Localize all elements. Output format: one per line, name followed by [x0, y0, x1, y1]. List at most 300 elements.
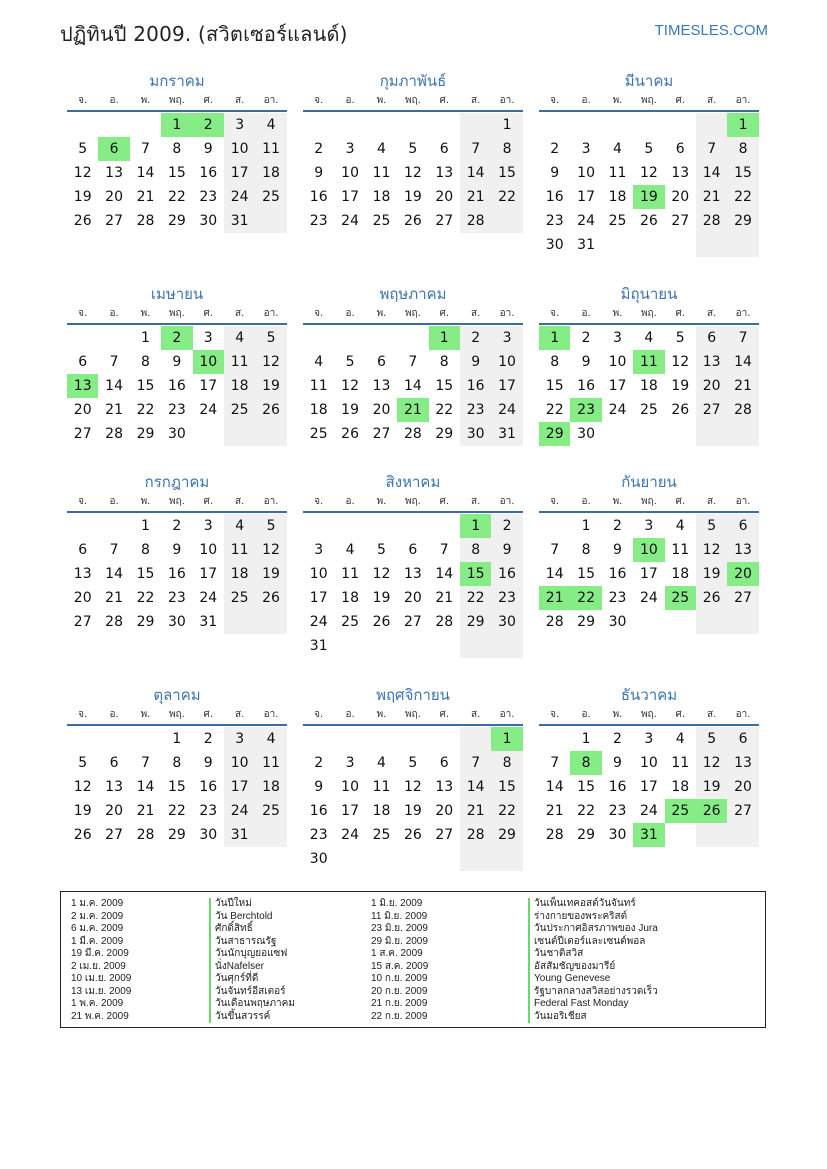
day-cell: 13 [435, 165, 454, 181]
weekday-label: ส. [471, 308, 481, 319]
day-cell: 20 [372, 402, 391, 418]
day-cell: 18 [608, 189, 627, 205]
weekday-label: อ. [581, 496, 591, 507]
holiday-day-cell: 25 [665, 586, 696, 610]
day-cell: 17 [199, 566, 218, 582]
day-cell: 5 [78, 141, 88, 157]
month-name: พฤษภาคม [379, 285, 447, 303]
day-cell: 22 [167, 803, 186, 819]
empty-cell [397, 847, 428, 871]
day-cell: 9 [550, 165, 560, 181]
weekday-label: พฤ. [404, 95, 421, 106]
day-cell: 12 [73, 165, 92, 181]
weekday-label: ศ. [675, 308, 686, 319]
empty-cell [366, 634, 397, 658]
weekday-label: อา. [499, 95, 515, 106]
month-name: กันยายน [621, 473, 677, 491]
day-cell: 2 [581, 330, 591, 346]
holiday-day-cell: 31 [633, 823, 664, 847]
day-cell: 5 [255, 514, 286, 538]
holiday-day-cell: 22 [570, 586, 601, 610]
day-cell: 4 [377, 755, 386, 771]
day-cell: 18 [639, 378, 658, 394]
day-cell: 29 [577, 614, 595, 630]
day-cell: 17 [199, 378, 218, 394]
day-cell: 30 [309, 851, 328, 867]
day-cell: 11 [255, 137, 286, 161]
empty-cell [429, 727, 460, 751]
day-cell: 30 [545, 237, 564, 253]
day-cell: 14 [460, 775, 491, 799]
day-cell: 27 [73, 614, 92, 630]
weekday-label: ส. [707, 496, 717, 507]
day-cell: 12 [696, 751, 727, 775]
holiday-name: วันนักบุญยอแซฟ [209, 948, 295, 961]
day-cell: 10 [577, 165, 595, 181]
empty-cell [696, 113, 727, 137]
weekday-label: พ. [612, 709, 623, 720]
empty-cell [727, 422, 758, 446]
weekday-label: อ. [581, 95, 591, 106]
empty-cell [460, 727, 491, 751]
day-cell: 19 [696, 562, 727, 586]
weekday-label: อ. [345, 709, 355, 720]
weekday-label: จ. [550, 709, 560, 720]
day-cell: 22 [136, 402, 155, 418]
holiday-day-cell: 23 [570, 398, 601, 422]
weekday-header [67, 493, 287, 513]
holiday-name: ศักดิ์สิทธิ์ [209, 923, 295, 936]
day-cell: 2 [613, 518, 622, 534]
weekday-label: อา. [499, 308, 515, 319]
day-cell: 1 [581, 731, 591, 747]
day-cell: 24 [577, 213, 595, 229]
day-cell: 29 [491, 823, 522, 847]
day-grid [539, 113, 759, 257]
day-cell: 22 [136, 590, 155, 606]
day-cell: 24 [639, 590, 658, 606]
holiday-names-col-1 [209, 898, 295, 1023]
day-cell: 26 [255, 586, 286, 610]
day-cell: 29 [167, 827, 186, 843]
holiday-date: 11 มิ.ย. 2009 [371, 910, 428, 922]
day-cell: 2 [314, 141, 324, 157]
day-cell: 22 [491, 799, 522, 823]
day-cell: 11 [372, 165, 391, 181]
day-cell: 21 [105, 590, 123, 606]
weekday-label: พ. [612, 308, 623, 319]
weekday-header [303, 706, 523, 726]
empty-cell [491, 847, 522, 871]
holiday-day-cell: 15 [460, 562, 491, 586]
month-name: ตุลาคม [153, 686, 201, 704]
day-cell: 13 [105, 165, 123, 181]
day-cell: 1 [141, 330, 150, 346]
day-cell: 26 [696, 586, 727, 610]
day-cell: 9 [203, 141, 213, 157]
holiday-day-cell: 10 [633, 538, 664, 562]
day-cell: 10 [224, 137, 255, 161]
weekday-label: อ. [581, 308, 591, 319]
empty-cell [460, 634, 491, 658]
day-cell: 30 [460, 422, 491, 446]
brand-link[interactable]: TIMESLES.COM [654, 22, 768, 39]
weekday-label: พฤ. [640, 308, 657, 319]
holiday-name: รัฐบาลกลางสวิสอย่างรวดเร็ว [528, 986, 658, 999]
day-cell: 4 [675, 518, 685, 534]
weekday-header [539, 493, 759, 513]
empty-cell [193, 422, 224, 446]
day-cell: 10 [341, 165, 359, 181]
weekday-label: ศ. [203, 95, 214, 106]
day-cell: 25 [639, 402, 658, 418]
day-cell: 20 [105, 189, 123, 205]
day-cell: 13 [727, 751, 758, 775]
weekday-label: อ. [109, 308, 119, 319]
day-cell: 4 [345, 542, 355, 558]
day-cell: 7 [550, 755, 560, 771]
day-cell: 2 [491, 514, 522, 538]
empty-cell [633, 113, 664, 137]
day-cell: 3 [224, 727, 255, 751]
weekday-label: อา. [499, 496, 515, 507]
weekday-label: ส. [707, 95, 717, 106]
day-cell: 9 [460, 350, 491, 374]
day-cell: 21 [105, 402, 123, 418]
day-cell: 25 [255, 185, 286, 209]
day-cell: 4 [224, 326, 255, 350]
day-cell: 19 [255, 562, 286, 586]
holiday-day-cell: 19 [633, 185, 664, 209]
weekday-label: พ. [376, 709, 387, 720]
empty-cell [665, 422, 696, 446]
weekday-header [303, 305, 523, 325]
holiday-date: 23 มิ.ย. 2009 [371, 923, 428, 934]
weekday-label: พฤ. [404, 709, 421, 720]
weekday-label: ส. [235, 496, 245, 507]
holiday-date: 1 ม.ค. 2009 [71, 898, 124, 909]
weekday-label: ส. [471, 496, 481, 507]
weekday-label: พฤ. [404, 308, 421, 319]
day-cell: 24 [341, 827, 359, 843]
holiday-day-cell: 20 [727, 562, 758, 586]
day-cell: 8 [141, 542, 150, 558]
weekday-label: อ. [109, 709, 119, 720]
empty-cell [334, 634, 365, 658]
day-cell: 28 [727, 398, 758, 422]
day-cell: 16 [167, 566, 186, 582]
day-cell: 11 [608, 165, 627, 181]
weekday-label: จ. [78, 709, 88, 720]
weekday-label: จ. [314, 709, 324, 720]
weekday-label: อา. [735, 308, 751, 319]
day-cell: 14 [696, 161, 727, 185]
day-cell: 20 [671, 189, 690, 205]
empty-cell [539, 514, 570, 538]
day-cell: 13 [671, 165, 690, 181]
day-cell: 6 [78, 542, 88, 558]
day-cell: 15 [136, 378, 155, 394]
day-cell: 25 [309, 426, 328, 442]
day-cell: 22 [460, 586, 491, 610]
day-cell: 3 [345, 141, 355, 157]
day-cell: 13 [696, 350, 727, 374]
day-cell: 5 [255, 326, 286, 350]
holiday-day-cell: 8 [570, 751, 601, 775]
empty-cell [67, 514, 98, 538]
weekday-label: อา. [735, 709, 751, 720]
day-cell: 16 [460, 374, 491, 398]
day-cell: 9 [613, 755, 622, 771]
day-grid [303, 326, 523, 446]
day-cell: 20 [403, 590, 422, 606]
month-block [67, 684, 287, 847]
holiday-date: 20 ก.ย. 2009 [371, 985, 428, 997]
day-cell: 28 [435, 614, 454, 630]
day-cell: 18 [372, 803, 391, 819]
empty-cell [130, 113, 161, 137]
holiday-name: วันชาติสวิส [528, 948, 658, 961]
empty-cell [224, 422, 255, 446]
day-cell: 7 [460, 137, 491, 161]
day-cell: 11 [224, 538, 255, 562]
weekday-label: ส. [707, 308, 717, 319]
day-cell: 11 [309, 378, 328, 394]
month-block [303, 70, 523, 233]
day-cell: 3 [345, 755, 355, 771]
weekday-label: ศ. [203, 308, 214, 319]
empty-cell [429, 113, 460, 137]
day-cell: 7 [550, 542, 560, 558]
day-cell: 5 [696, 514, 727, 538]
day-cell: 24 [199, 402, 218, 418]
weekday-header [303, 92, 523, 112]
day-cell: 21 [696, 185, 727, 209]
day-cell: 24 [199, 590, 218, 606]
day-cell: 25 [341, 614, 359, 630]
day-cell: 7 [109, 542, 119, 558]
day-cell: 7 [439, 542, 449, 558]
empty-cell [255, 422, 286, 446]
day-cell: 25 [372, 213, 391, 229]
empty-cell [397, 727, 428, 751]
day-cell: 14 [105, 378, 123, 394]
holiday-name: อัสสัมชัญของมารีย์ [528, 961, 658, 974]
day-cell: 27 [372, 426, 391, 442]
day-cell: 27 [105, 827, 123, 843]
day-cell: 31 [577, 237, 595, 253]
holiday-name: Young Genevese [528, 973, 658, 986]
day-cell: 30 [608, 614, 627, 630]
day-cell: 17 [224, 775, 255, 799]
empty-cell [98, 113, 129, 137]
weekday-header [539, 92, 759, 112]
day-cell: 19 [73, 803, 92, 819]
day-cell: 3 [203, 518, 213, 534]
day-cell: 27 [727, 799, 758, 823]
holiday-day-cell: 1 [429, 326, 460, 350]
holiday-day-cell: 1 [727, 113, 758, 137]
page-title: ปฏิทินปี 2009. (สวิตเซอร์แลนด์) [60, 22, 348, 46]
empty-cell [334, 727, 365, 751]
day-cell: 8 [172, 141, 182, 157]
empty-cell [303, 113, 334, 137]
day-cell: 7 [727, 326, 758, 350]
day-cell: 23 [309, 827, 328, 843]
day-cell: 5 [408, 141, 418, 157]
day-cell: 13 [727, 538, 758, 562]
day-cell: 14 [460, 161, 491, 185]
empty-cell [67, 326, 98, 350]
holiday-name: วัน Berchtold [209, 911, 295, 924]
weekday-header [67, 92, 287, 112]
day-cell: 23 [199, 803, 218, 819]
day-cell: 3 [613, 330, 622, 346]
day-cell: 27 [403, 614, 422, 630]
day-cell: 28 [696, 209, 727, 233]
weekday-label: อา. [735, 95, 751, 106]
holiday-day-cell: 11 [633, 350, 664, 374]
day-cell: 5 [78, 755, 88, 771]
empty-cell [397, 113, 428, 137]
day-cell: 17 [577, 189, 595, 205]
month-block [303, 684, 523, 871]
day-cell: 11 [671, 755, 690, 771]
day-cell: 9 [491, 538, 522, 562]
weekday-label: อ. [581, 709, 591, 720]
weekday-label: พฤ. [640, 496, 657, 507]
weekday-label: ส. [707, 709, 717, 720]
day-cell: 28 [545, 827, 564, 843]
weekday-label: ส. [235, 95, 245, 106]
day-cell: 19 [671, 378, 690, 394]
weekday-header [539, 706, 759, 726]
holiday-name: วันเดือนพฤษภาคม [209, 998, 295, 1011]
weekday-label: จ. [550, 308, 560, 319]
day-cell: 16 [199, 165, 218, 181]
day-cell: 9 [314, 779, 324, 795]
day-cell: 18 [341, 590, 359, 606]
weekday-label: พฤ. [640, 95, 657, 106]
day-cell: 6 [377, 354, 386, 370]
holiday-day-cell: 10 [193, 350, 224, 374]
day-cell: 4 [675, 731, 685, 747]
day-cell: 31 [224, 209, 255, 233]
empty-cell [491, 209, 522, 233]
weekday-label: อา. [263, 95, 279, 106]
day-grid [67, 113, 287, 233]
day-cell: 5 [675, 330, 685, 346]
day-cell: 20 [73, 402, 92, 418]
weekday-label: พ. [140, 95, 151, 106]
day-cell: 6 [675, 141, 685, 157]
empty-cell [696, 233, 727, 257]
empty-cell [633, 233, 664, 257]
holiday-name: วันมอริเชียส [528, 1011, 658, 1024]
day-cell: 25 [372, 827, 391, 843]
holiday-dates-col-2 [371, 898, 428, 1023]
holiday-date: 21 ก.ย. 2009 [371, 998, 428, 1009]
holiday-date: 2 เม.ย. 2009 [71, 960, 126, 972]
day-cell: 28 [136, 213, 155, 229]
day-cell: 17 [639, 779, 658, 795]
day-cell: 16 [491, 562, 522, 586]
day-cell: 27 [435, 213, 454, 229]
day-cell: 25 [255, 799, 286, 823]
weekday-label: พฤ. [168, 308, 185, 319]
day-cell: 23 [608, 803, 627, 819]
holiday-date: 1 มี.ค. 2009 [71, 935, 124, 947]
holiday-day-cell: 26 [696, 799, 727, 823]
day-grid [539, 326, 759, 446]
weekday-label: พ. [140, 496, 151, 507]
weekday-header [67, 706, 287, 726]
day-cell: 29 [577, 827, 595, 843]
day-cell: 15 [167, 165, 186, 181]
day-cell: 8 [172, 755, 182, 771]
month-name: ธันวาคม [620, 686, 678, 704]
day-cell: 29 [435, 426, 454, 442]
holiday-day-cell: 25 [665, 799, 696, 823]
empty-cell [727, 233, 758, 257]
empty-cell [224, 610, 255, 634]
day-cell: 12 [73, 779, 92, 795]
day-cell: 3 [203, 330, 213, 346]
day-cell: 15 [545, 378, 564, 394]
weekday-label: ศ. [675, 496, 686, 507]
day-cell: 3 [581, 141, 591, 157]
day-cell: 16 [167, 378, 186, 394]
day-cell: 19 [403, 189, 422, 205]
day-cell: 17 [309, 590, 328, 606]
weekday-label: อา. [263, 308, 279, 319]
day-cell: 11 [224, 350, 255, 374]
day-cell: 1 [172, 731, 182, 747]
day-cell: 6 [439, 755, 449, 771]
day-cell: 12 [255, 350, 286, 374]
day-cell: 8 [727, 137, 758, 161]
day-cell: 5 [345, 354, 355, 370]
weekday-label: อ. [345, 95, 355, 106]
weekday-label: พฤ. [404, 496, 421, 507]
day-cell: 2 [172, 518, 182, 534]
holiday-date: 29 มิ.ย. 2009 [371, 935, 428, 947]
day-cell: 28 [105, 426, 123, 442]
empty-cell [397, 514, 428, 538]
day-cell: 31 [224, 823, 255, 847]
month-block [539, 70, 759, 257]
month-name: มีนาคม [624, 72, 674, 90]
day-grid [67, 514, 287, 634]
day-cell: 7 [408, 354, 418, 370]
day-cell: 30 [167, 614, 186, 630]
weekday-label: พ. [140, 709, 151, 720]
day-cell: 24 [608, 402, 627, 418]
day-cell: 17 [639, 566, 658, 582]
day-cell: 28 [105, 614, 123, 630]
day-cell: 16 [309, 803, 328, 819]
empty-cell [366, 113, 397, 137]
day-cell: 8 [491, 751, 522, 775]
weekday-label: ศ. [439, 308, 450, 319]
day-cell: 13 [105, 779, 123, 795]
day-cell: 23 [608, 590, 627, 606]
day-cell: 26 [639, 213, 658, 229]
day-cell: 15 [491, 161, 522, 185]
day-cell: 1 [581, 518, 591, 534]
empty-cell [255, 209, 286, 233]
day-cell: 12 [403, 779, 422, 795]
